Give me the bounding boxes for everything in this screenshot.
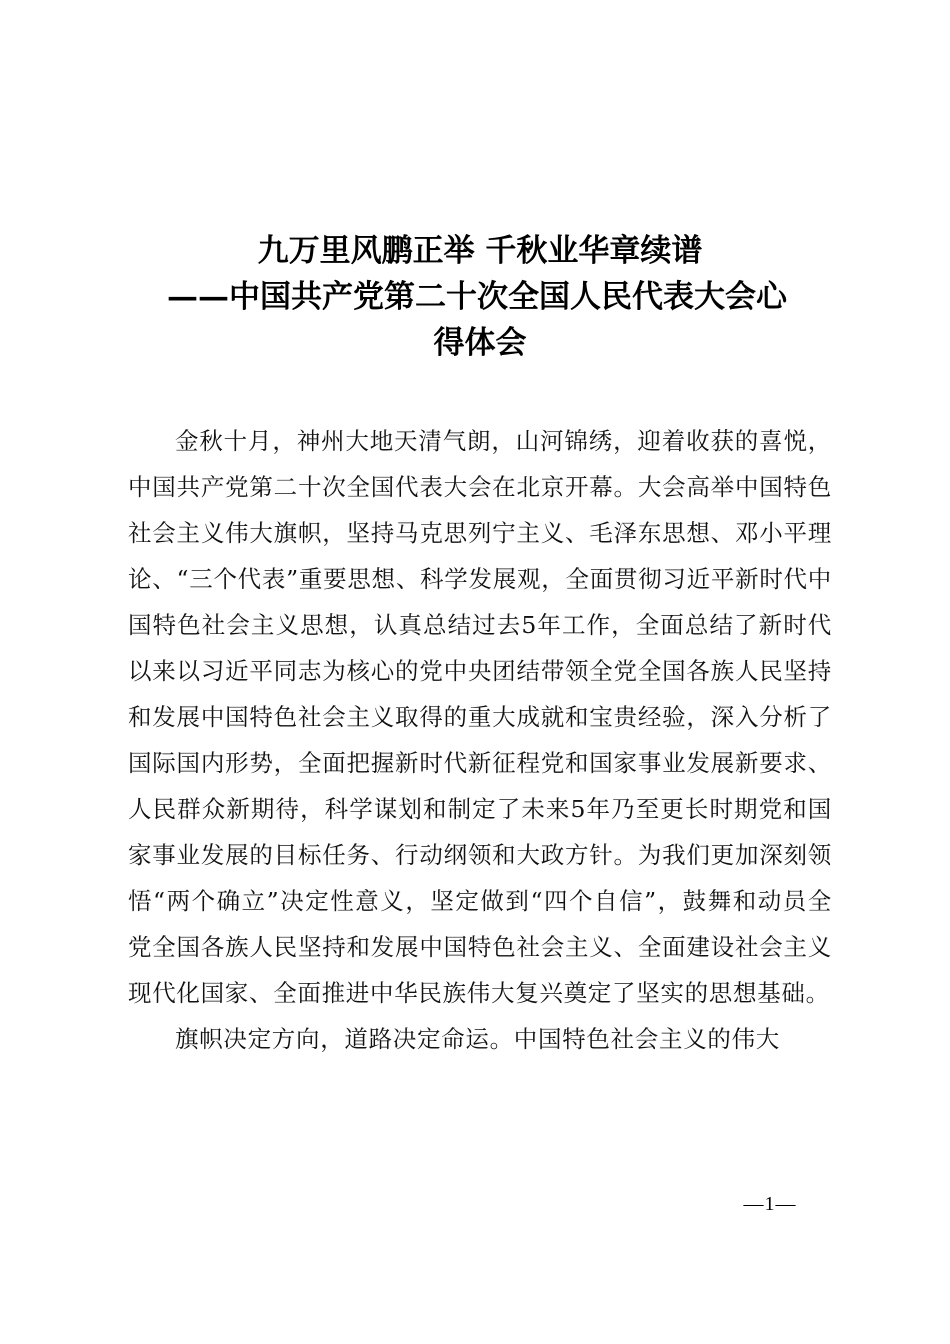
title-subtitle-line: ——中国共产党第二十次全国人民代表大会心 [167, 279, 787, 315]
paragraph-2: 旗帜决定方向，道路决定命运。中国特色社会主义的伟大 [175, 1025, 780, 1053]
paragraph-1: 金秋十月，神州大地天清气朗，山河锦绣，迎着收获的喜悦，中国共产党第二十次全国代表大会在北京开幕。大会高举中国特色社会主义伟大旗帜，坚持马克思列宁主义、毛泽东思想、邓小平理论、“三个代表”重要思想、科学发展观，全面贯彻习近平新时代中国特色社会主义思想，认真总结过去5年工作，全面总结了新时代以来以习近平同志为核心的党中央团结带领全党全国各族人民坚持和发展中国特色社会主义取得的重大成就和宝贵经验，深入分析了国际国内形势，全面把握新时代新征程党和国家事业发展新要求、人民群众新期待，科学谋划和制定了未来5年乃至更长时期党和国家事业发展的目标任务、行动纲领和大政方针。为我们更加深刻领悟“两个确立”决定性意义，坚定做到“四个自信”，鼓舞和动员全党全国各族人民坚持和发展中国特色社会主义、全面建设社会主义现代化国家、全面推进中华民族伟大复兴奠定了坚实的思想基础。 [128, 427, 832, 1007]
document-title [120, 228, 840, 366]
page-number: —1— [743, 1193, 797, 1215]
title-main-line: 九万里风鹏正举 千秋业华章续谱 [257, 233, 703, 269]
title-subtitle-continuation: 得体会 [433, 325, 527, 361]
document-body [128, 418, 832, 1062]
